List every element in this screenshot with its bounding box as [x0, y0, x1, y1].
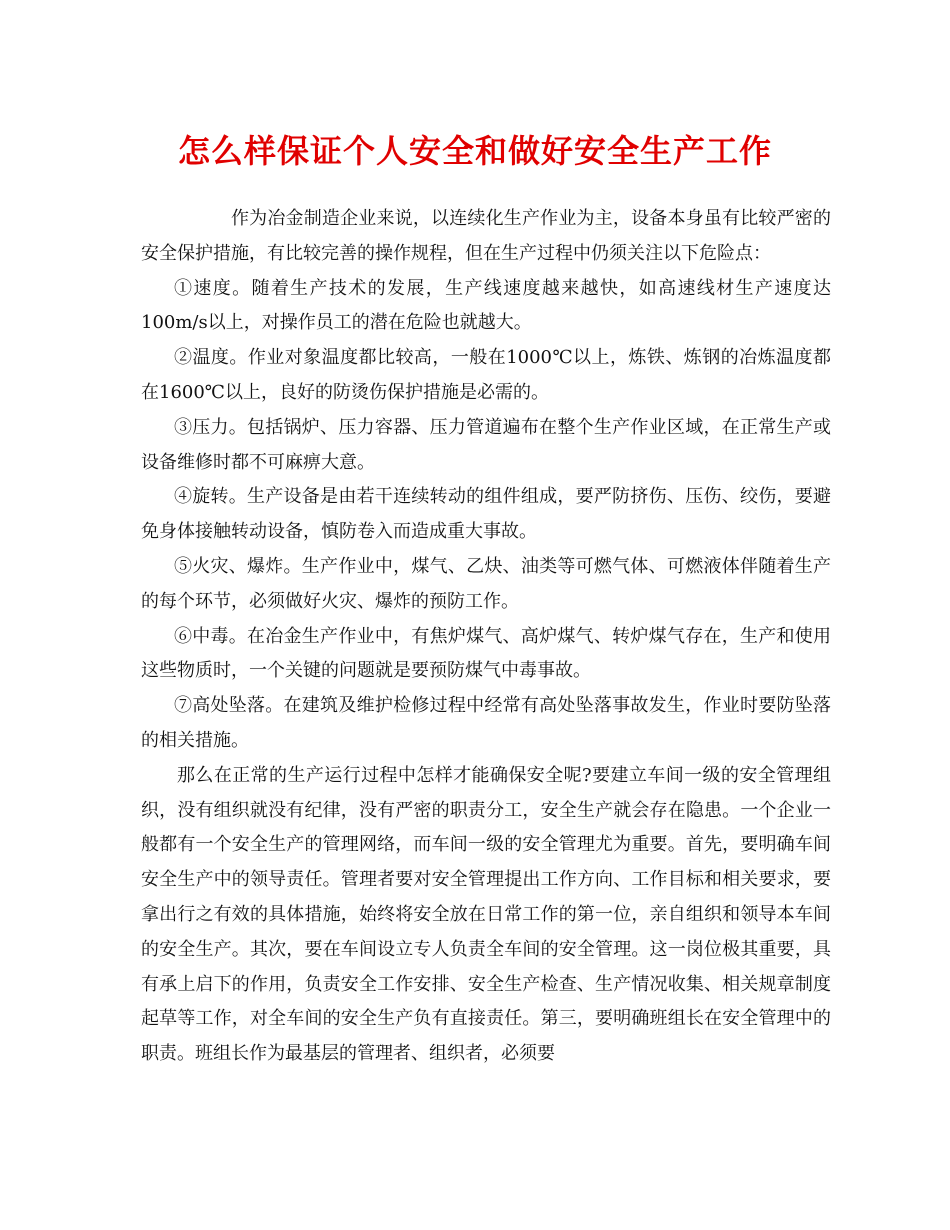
paragraph-safety-management: 那么在正常的生产运行过程中怎样才能确保安全呢?要建立车间一级的安全管理组织，没有组织就没有纪律，没有严密的职责分工，安全生产就会存在隐患。一个企业一般都有一个安全生产的管理网络，而车间一级的安全管理尤为重要。首先，要明确车间安全生产中的领导责任。管理者要对安全管理提出工作方向、工作目标和相关要求，要拿出行之有效的具体措施，始终将安全放在日常工作的第一位，亲自组织和领导本车间的安全生产。其次，要在车间设立专人负责全车间的安全管理。这一岗位极其重要，具有承上启下的作用，负责安全工作安排、安全生产检查、生产情况收集、相关规章制度起草等工作，对全车间的安全生产负有直接责任。第三，要明确班组长在安全管理中的职责。班组长作为最基层的管理者、组织者，必须要 — [141, 764, 831, 1065]
paragraph-hazard-rotation: ④旋转。生产设备是由若干连续转动的组件组成，要严防挤伤、压伤、绞伤，要避免身体接触转动设备，慎防卷入而造成重大事故。 — [141, 486, 831, 543]
document-title: 怎么样保证个人安全和做好安全生产工作 — [177, 132, 772, 170]
paragraph-hazard-temperature: ②温度。作业对象温度都比较高，一般在1000℃以上，炼铁、炼钢的冶炼温度都在1600℃以上，良好的防烫伤保护措施是必需的。 — [141, 347, 831, 403]
paragraph-hazard-falling: ⑦高处坠落。在建筑及维护检修过程中经常有高处坠落事故发生，作业时要防坠落的相关措施。 — [141, 695, 831, 751]
paragraph-hazard-fire-explosion: ⑤火灾、爆炸。生产作业中，煤气、乙炔、油类等可燃气体、可燃液体伴随着生产的每个环节，必须做好火灾、爆炸的预防工作。 — [141, 555, 831, 612]
document-body — [141, 202, 831, 1072]
paragraph-hazard-poisoning: ⑥中毒。在冶金生产作业中，有焦炉煤气、高炉煤气、转炉煤气存在，生产和使用这些物质时，一个关键的问题就是要预防煤气中毒事故。 — [141, 625, 831, 682]
paragraph-intro: 作为冶金制造企业来说，以连续化生产作业为主，设备本身虽有比较严密的安全保护措施，有比较完善的操作规程，但在生产过程中仍须关注以下危险点： — [141, 208, 831, 264]
paragraph-hazard-pressure: ③压力。包括锅炉、压力容器、压力管道遍布在整个生产作业区域，在正常生产或设备维修时都不可麻痹大意。 — [141, 416, 831, 473]
paragraph-hazard-speed: ①速度。随着生产技术的发展，生产线速度越来越快，如高速线材生产速度达100m/s以上，对操作员工的潜在危险也就越大。 — [141, 277, 831, 334]
